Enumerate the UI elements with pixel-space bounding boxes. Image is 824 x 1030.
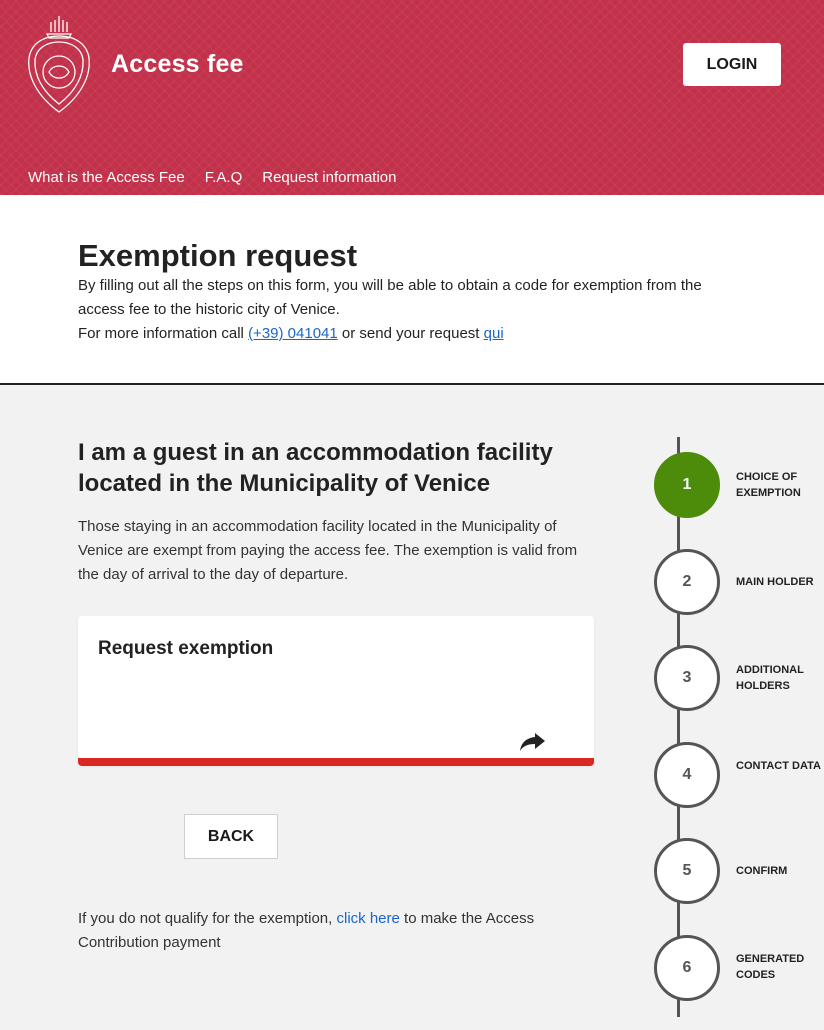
nav-what-is-access-fee[interactable]: What is the Access Fee xyxy=(28,169,185,186)
intro-contact-text xyxy=(78,322,728,346)
step-4-label: CONTACT DATA xyxy=(736,760,821,772)
step-5-label: CONFIRM xyxy=(736,865,788,877)
stepper-line xyxy=(677,437,680,1017)
payment-link[interactable]: click here xyxy=(336,910,400,927)
site-header xyxy=(0,0,824,195)
step-1-label: CHOICE OF EXEMPTION xyxy=(736,471,801,499)
intro-section xyxy=(0,195,824,385)
back-button[interactable]: BACK xyxy=(184,814,278,859)
nav-request-information[interactable]: Request information xyxy=(262,169,397,186)
step-3-label: ADDITIONAL HOLDERS xyxy=(736,664,804,692)
card-title: Request exemption xyxy=(98,638,274,659)
step-2-label: MAIN HOLDER xyxy=(736,576,814,588)
step-4-circle[interactable]: 4 xyxy=(654,742,720,808)
contact-text-before: For more information call xyxy=(78,325,249,342)
note-text-before: If you do not qualify for the exemption, xyxy=(78,910,337,927)
phone-link[interactable]: (+39) 041041 xyxy=(248,325,338,342)
note-text-after: to make the Access Contribution payment xyxy=(78,910,535,951)
step-6-label: GENERATED CODES xyxy=(736,953,805,981)
step-2-circle[interactable]: 2 xyxy=(654,549,720,615)
contact-text-middle: or send your request xyxy=(337,325,484,342)
main-nav xyxy=(28,169,417,186)
request-link[interactable]: qui xyxy=(483,325,504,342)
step-1-circle[interactable]: 1 xyxy=(654,452,720,518)
request-exemption-card[interactable] xyxy=(78,616,594,766)
step-5-circle[interactable]: 5 xyxy=(654,838,720,904)
login-button[interactable]: LOGIN xyxy=(683,43,781,86)
step-6-circle[interactable]: 6 xyxy=(654,935,720,1001)
page-title: Exemption request xyxy=(78,238,358,273)
venice-crest-logo-icon[interactable] xyxy=(25,14,93,116)
section-description: Those staying in an accommodation facility located in the Municipality of Venice are exempt from paying the access fee. The exemption is valid from the day of arrival to the day of departure. xyxy=(78,518,578,583)
nav-faq[interactable]: F.A.Q xyxy=(204,169,243,186)
step-3-circle[interactable]: 3 xyxy=(654,645,720,711)
section-title: I am a guest in an accommodation facility located in the Municipality of Venice xyxy=(78,439,553,497)
share-arrow-icon xyxy=(520,732,546,752)
site-title: Access fee xyxy=(111,50,244,78)
payment-note xyxy=(78,907,558,955)
intro-text: By filling out all the steps on this form, you will be able to obtain a code for exemption from the access fee to the historic city of Venice. xyxy=(78,277,702,318)
